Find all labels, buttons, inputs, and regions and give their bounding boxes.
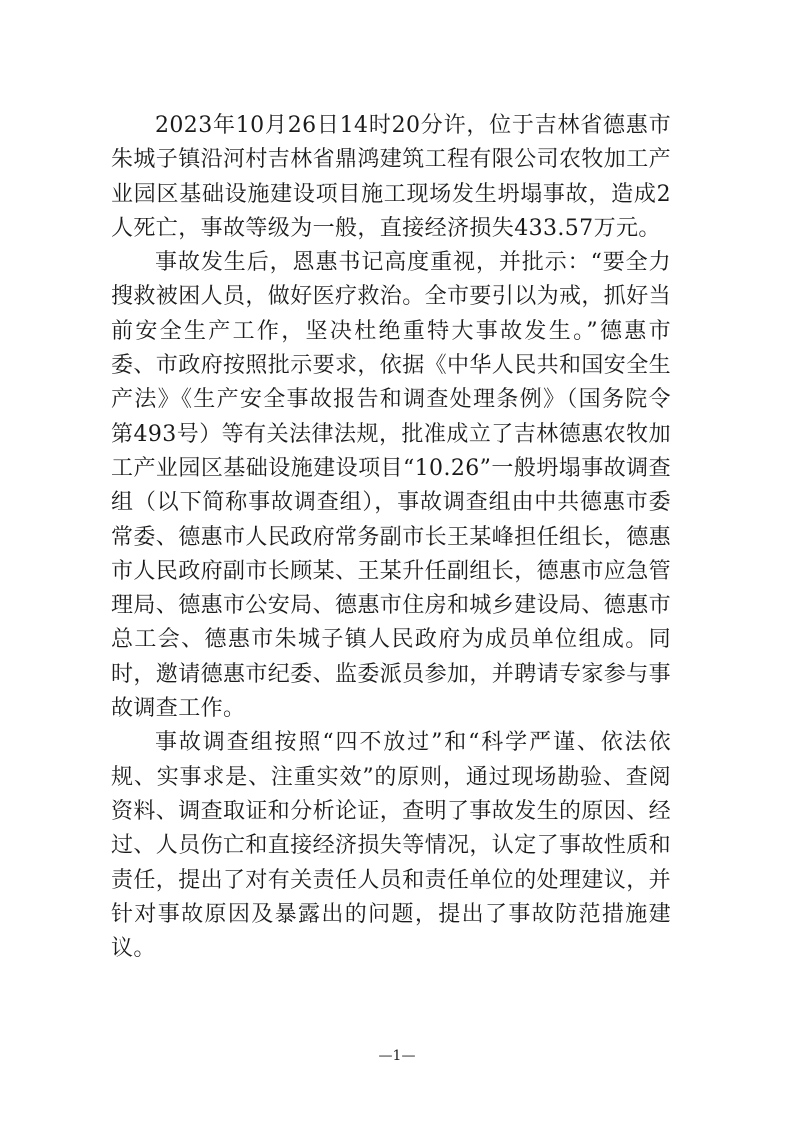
paragraph-investigation-team: 事故发生后，恩惠书记高度重视，并批示：“要全力搜救被困人员，做好医疗救治。全市要引以为戒，抓好当前安全生产工作，坚决杜绝重特大事故发生。”德惠市委、市政府按照批示要求，依据《中华人民共和国安全生产法》《生产安全事故报告和调查处理条例》（国务院令第493号）等有关法律法规，批准成立了吉林德惠农牧加工产业园区基础设施建设项目“10.26”一般坍塌事故调查组（以下简称事故调查组），事故调查组由中共德惠市委常委、德惠市人民政府常务副市长王某峰担任组长，德惠市人民政府副市长顾某、王某升任副组长，德惠市应急管理局、德惠市公安局、德惠市住房和城乡建设局、德惠市总工会、德惠市朱城子镇人民政府为成员单位组成。同时，邀请德惠市纪委、监委派员参加，并聘请专家参与事故调查工作。	[111, 250, 672, 722]
paragraph-accident-summary: 2023年10月26日14时20分许，位于吉林省德惠市朱城子镇沿河村吉林省鼎鸿建筑工程有限公司农牧加工产业园区基础设施建设项目施工现场发生坍塌事故，造成2人死亡，事故等级为一般，直接经济损失433.57万元。	[111, 113, 672, 241]
document-body	[111, 109, 671, 966]
paragraph-investigation-principles: 事故调查组按照“四不放过”和“科学严谨、依法依规、实事求是、注重实效”的原则，通过现场勘验、查阅资料、调查取证和分析论证，查明了事故发生的原因、经过、人员伤亡和直接经济损失等情况，认定了事故性质和责任，提出了对有关责任人员和责任单位的处理建议，并针对事故原因及暴露出的问题，提出了事故防范措施建议。	[111, 730, 672, 962]
page-number: —1—	[378, 1048, 416, 1064]
